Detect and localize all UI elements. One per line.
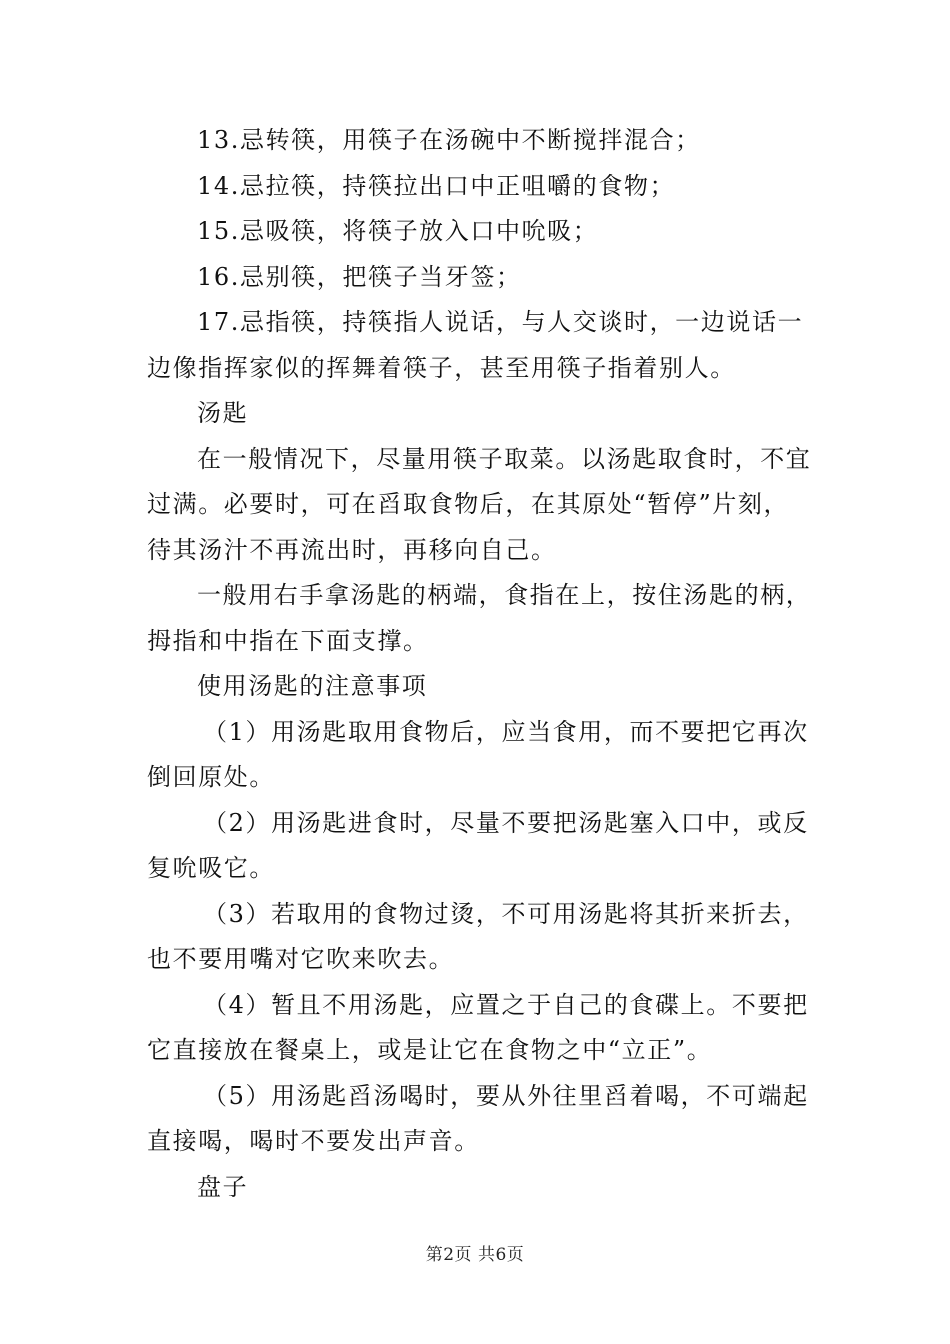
page-number-footer: 第2页 共6页 [425,1245,525,1265]
section-heading-plate: 盘子 [197,1172,249,1201]
spoon-note-3: （3）若取用的食物过烫，不可用汤匙将其折来折去，也不要用嘴对它吹来吹去。 [147,899,809,973]
section-heading-spoon: 汤匙 [197,399,249,427]
spoon-note-1: （1）用汤匙取用食物后，应当食用，而不要把它再次倒回原处。 [147,717,809,791]
rule-17-paragraph: 17.忌指筷，持筷指人说话，与人交谈时，一边说话一边像指挥家似的挥舞着筷子，甚至用筷子指着别人。 [147,308,804,382]
rule-15-paragraph: 15.忌吸筷，将筷子放入口中吮吸； [197,217,599,245]
rule-13-paragraph: 13.忌转筷，用筷子在汤碗中不断搅拌混合； [197,126,701,154]
spoon-holding-paragraph: 一般用右手拿汤匙的柄端，食指在上，按住汤匙的柄，拇指和中指在下面支撑。 [147,581,812,655]
rule-14-paragraph: 14.忌拉筷，持筷拉出口中正咀嚼的食物； [197,171,676,200]
spoon-note-5: （5）用汤匙舀汤喝时，要从外往里舀着喝，不可端起直接喝，喝时不要发出声音。 [147,1081,809,1155]
spoon-usage-paragraph: 在一般情况下，尽量用筷子取菜。以汤匙取食时，不宜过满。必要时，可在舀取食物后，在其原处“暂停”片刻，待其汤汁不再流出时，再移向自己。 [147,444,812,564]
spoon-note-4: （4）暂且不用汤匙，应置之于自己的食碟上。不要把它直接放在餐桌上，或是让它在食物之中“立正”。 [147,990,809,1064]
document-body [147,118,812,1210]
rule-16-paragraph: 16.忌别筷，把筷子当牙签； [197,262,522,291]
subheading-spoon-notes: 使用汤匙的注意事项 [197,672,428,700]
spoon-note-2: （2）用汤匙进食时，尽量不要把汤匙塞入口中，或反复吮吸它。 [147,808,809,882]
